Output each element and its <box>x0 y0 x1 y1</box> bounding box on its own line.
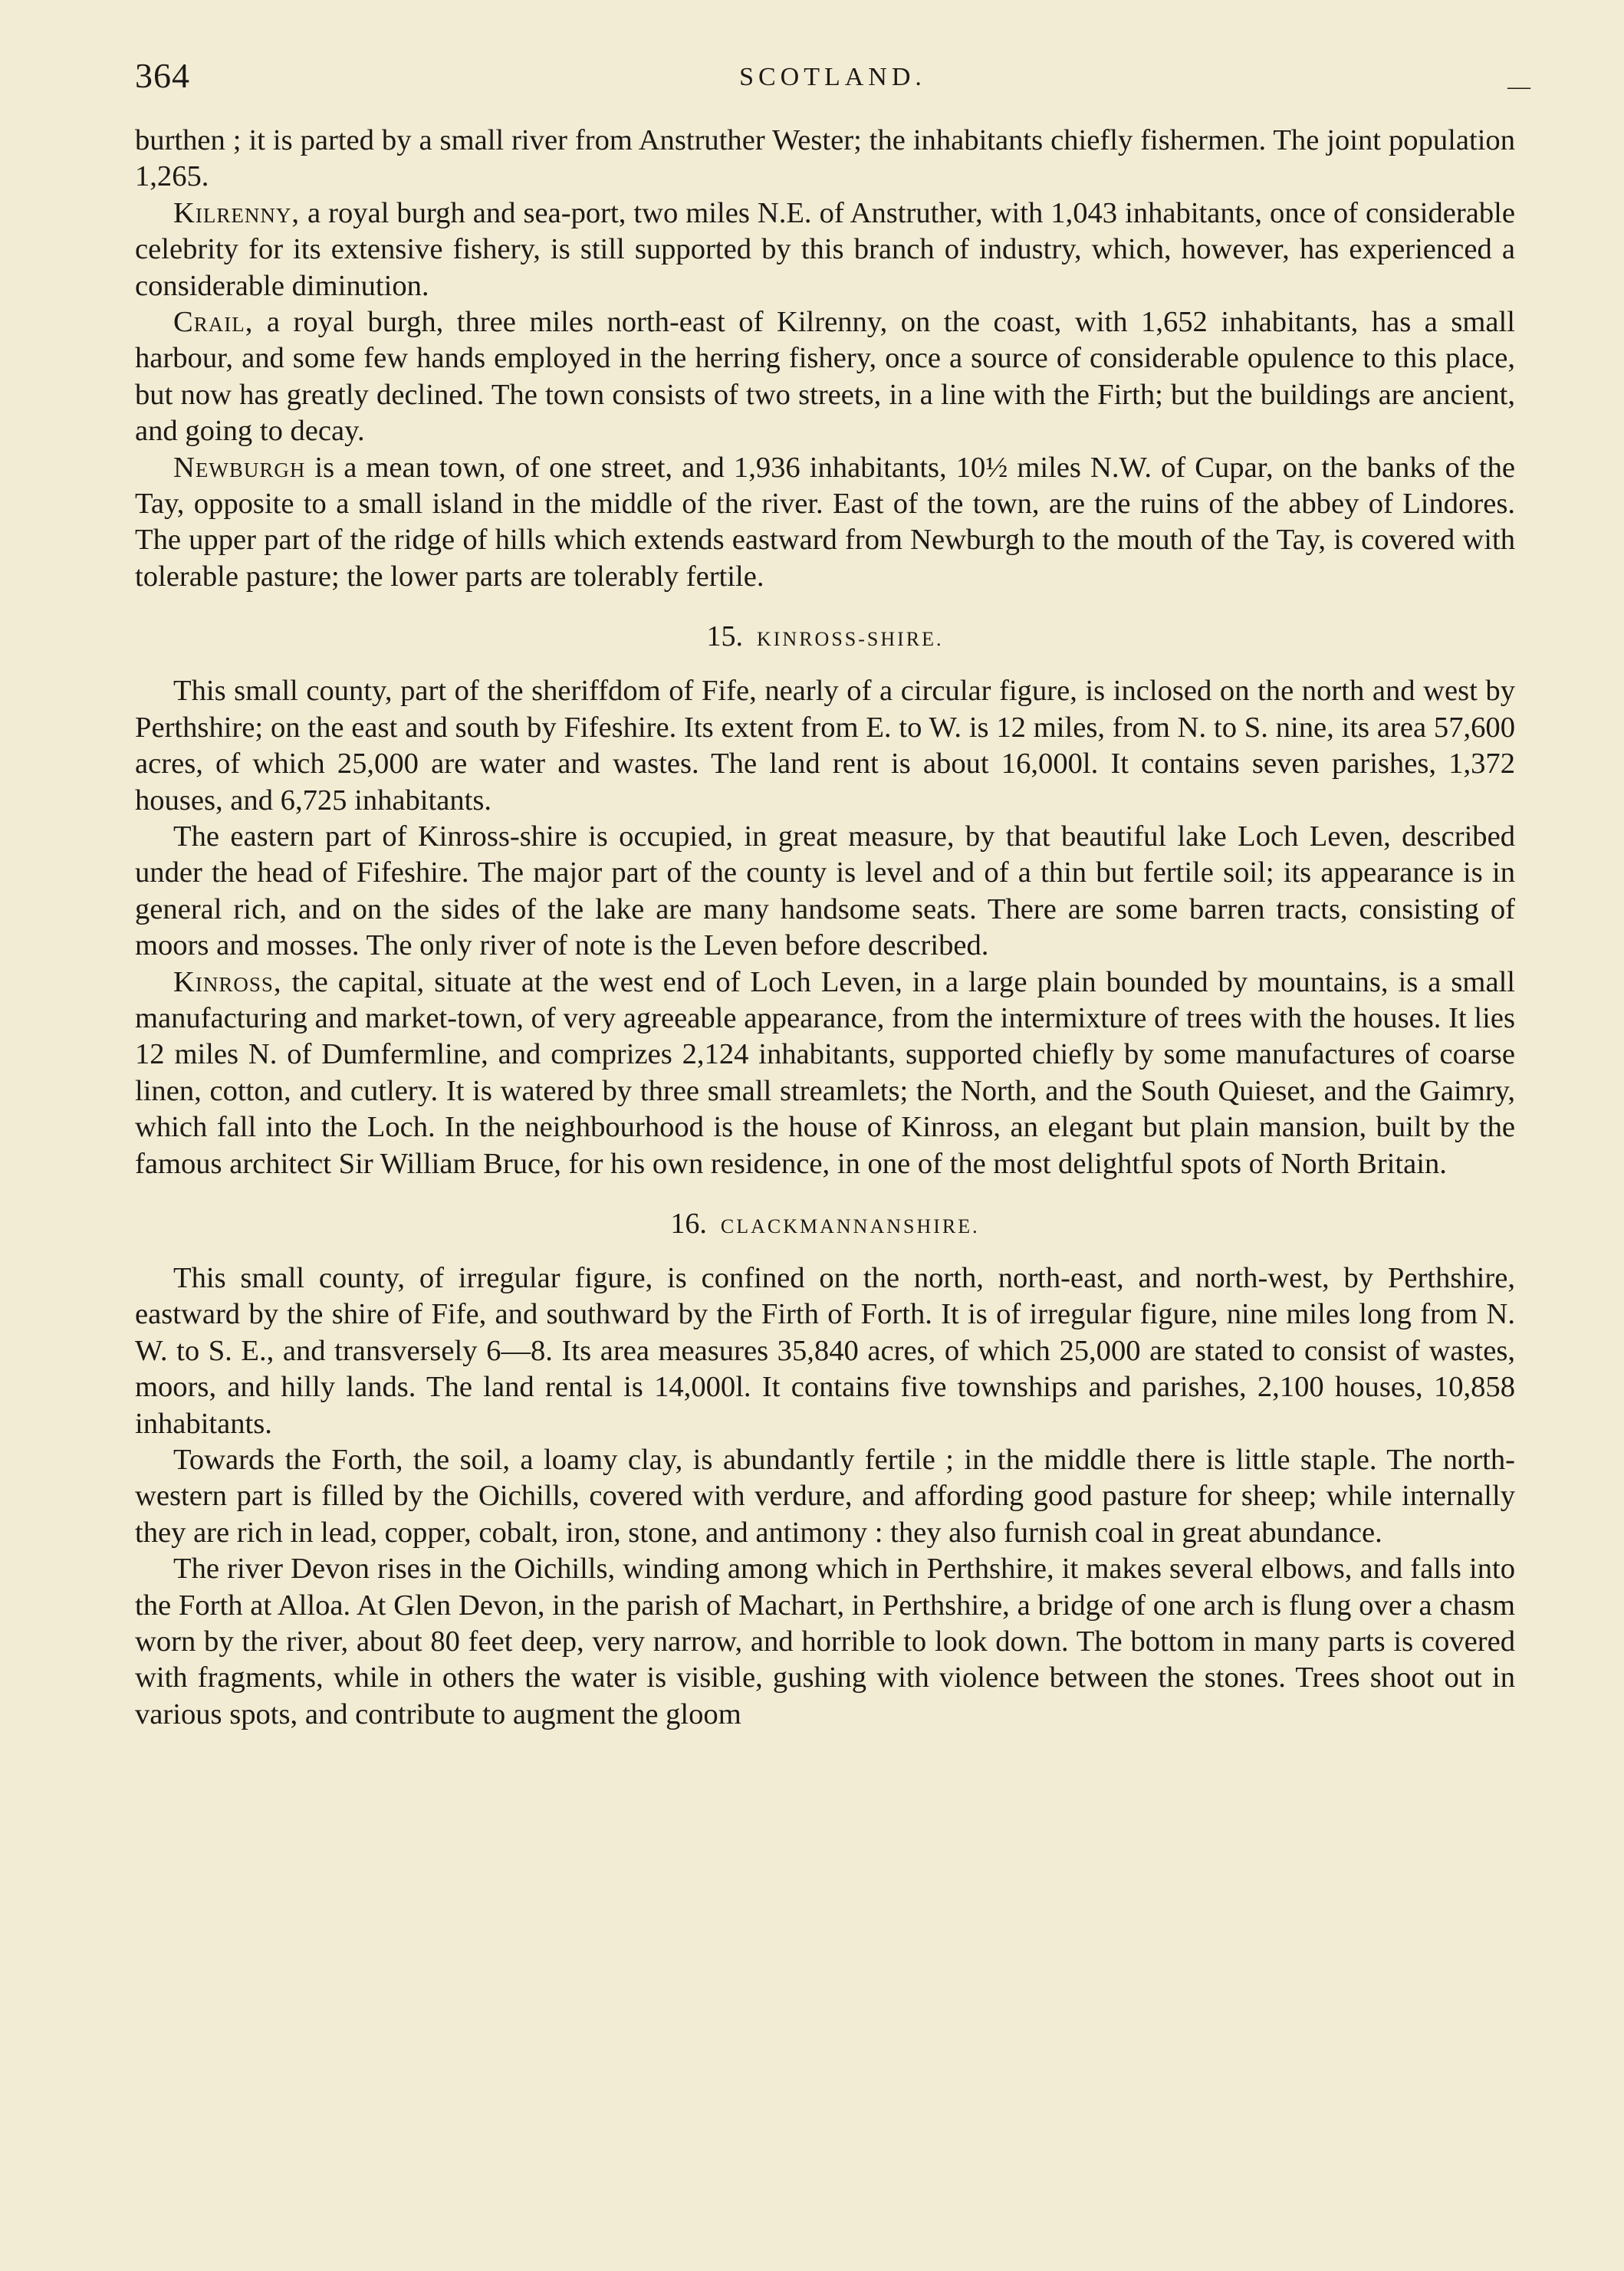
page-body <box>135 123 1515 1733</box>
section-heading-kinross <box>135 618 1515 658</box>
paragraph-clackmannan-soil: Towards the Forth, the soil, a loamy clay, is abundantly fertile ; in the middle there is little staple. The north-western part is filled by the Oichills, covered with verdure, and affording good pasture for sheep; while internally they are rich in lead, copper, cobalt, iron, stone, and antimony : they also furnish coal in great abundance. <box>135 1444 1515 1549</box>
paragraph-clackmannan-devon: The river Devon rises in the Oichills, winding among which in Perthshire, it makes several elbows, and falls into the Forth at Alloa. At Glen Devon, in the parish of Machart, in Perthshire, a bridge of one arch is flung over a chasm worn by the river, about 80 feet deep, very narrow, and horrible to look down. The bottom in many parts is covered with fragments, while in others the water is visible, gushing with violence between the stones. Trees shoot out in various spots, and contribute to augment the gloom <box>135 1553 1515 1730</box>
paragraph-crail-text: a royal burgh, three miles north-east of Kilrenny, on the coast, with 1,652 inhabitants, has a small harbour, and some few hands employed in the herring fishery, once a source of considerable opulence to this place, but now has greatly declined. The town consists of two streets, in a line with the Firth; but the buildings are ancient, and going to decay. <box>135 306 1515 448</box>
place-name-kinross: Kinross, <box>173 965 282 998</box>
place-name-crail: Crail, <box>173 306 254 339</box>
margin-mark: — <box>1507 74 1530 99</box>
place-name-kilrenny: Kilrenny, <box>173 196 300 229</box>
paragraph-kinross-intro: This small county, part of the sheriffdom of Fife, nearly of a circular figure, is inclosed on the north and west by Perthshire; on the east and south by Fifeshire. Its extent from E. to W. is 12 miles, from N. to S. nine, its area 57,600 acres, of which 25,000 are water and wastes. The land rent is about 16,000l. It contains seven parishes, 1,372 houses, and 6,725 inhabitants. <box>135 675 1515 817</box>
paragraph-kinross-town-text: the capital, situate at the west end of Loch Leven, in a large plain bounded by mountains, is a small manufacturing and market-town, of very agreeable appearance, from the intermixture of trees with the houses. It lies 12 miles N. of Dumfermline, and comprizes 2,124 inhabitants, supported chiefly by some manufactures of coarse linen, cotton, and cutlery. It is watered by three small streamlets; the North, and the South Quieset, and the Gaimry, which fall into the Loch. In the neighbourhood is the house of Kinross, an elegant but plain mansion, built by the famous architect Sir William Bruce, for his own residence, in one of the most delightful spots of North Britain. <box>135 965 1515 1180</box>
place-name-newburgh: Newburgh <box>173 451 306 484</box>
page-number: 364 <box>135 56 190 95</box>
section-title: KINROSS-SHIRE. <box>756 628 944 651</box>
paragraph-anstruther: burthen ; it is parted by a small river from Anstruther Wester; the inhabitants chiefly fishermen. The joint population 1,265. <box>135 124 1515 193</box>
paragraph-newburgh-text: is a mean town, of one street, and 1,936 inhabitants, 10½ miles N.W. of Cupar, on the banks of the Tay, opposite to a small island in the middle of the river. East of the town, are the ruins of the abbey of Lindores. The upper part of the ridge of hills which extends eastward from Newburgh to the mouth of the Tay, is covered with tolerable pasture; the lower parts are tolerably fertile. <box>135 451 1515 593</box>
paragraph-kilrenny-text: a royal burgh and sea-port, two miles N.E. of Anstruther, with 1,043 inhabitants, once of considerable celebrity for its extensive fishery, is still supported by this branch of industry, which, however, has experienced a considerable diminution. <box>135 196 1515 302</box>
section-title: CLACKMANNANSHIRE. <box>720 1214 980 1237</box>
section-heading-clackmannan <box>135 1205 1515 1245</box>
paragraph-kinross-eastern: The eastern part of Kinross-shire is occupied, in great measure, by that beautiful lake Loch Leven, described under the head of Fifeshire. The major part of the county is level and of a thin but fertile soil; its appearance is in general rich, and on the sides of the lake are many handsome seats. There are some barren tracts, consisting of moors and mosses. The only river of note is the Leven before described. <box>135 820 1515 962</box>
paragraph-newburgh <box>135 450 1515 596</box>
page-header <box>135 55 1530 109</box>
paragraph-clackmannan-intro: This small county, of irregular figure, is confined on the north, north-east, and north-west, by Perthshire, eastward by the shire of Fife, and southward by the Firth of Forth. It is of irregular figure, nine miles long from N. W. to S. E., and transversely 6—8. Its area measures 35,840 acres, of which 25,000 are stated to consist of wastes, moors, and hilly lands. The land rental is 14,000l. It contains five townships and parishes, 2,100 houses, 10,858 inhabitants. <box>135 1261 1515 1440</box>
paragraph-kinross-town <box>135 965 1515 1182</box>
paragraph-crail <box>135 304 1515 450</box>
section-number: 16. <box>670 1207 707 1240</box>
section-number: 15. <box>706 620 743 653</box>
running-head: SCOTLAND. <box>739 63 926 91</box>
paragraph-kilrenny <box>135 196 1515 304</box>
